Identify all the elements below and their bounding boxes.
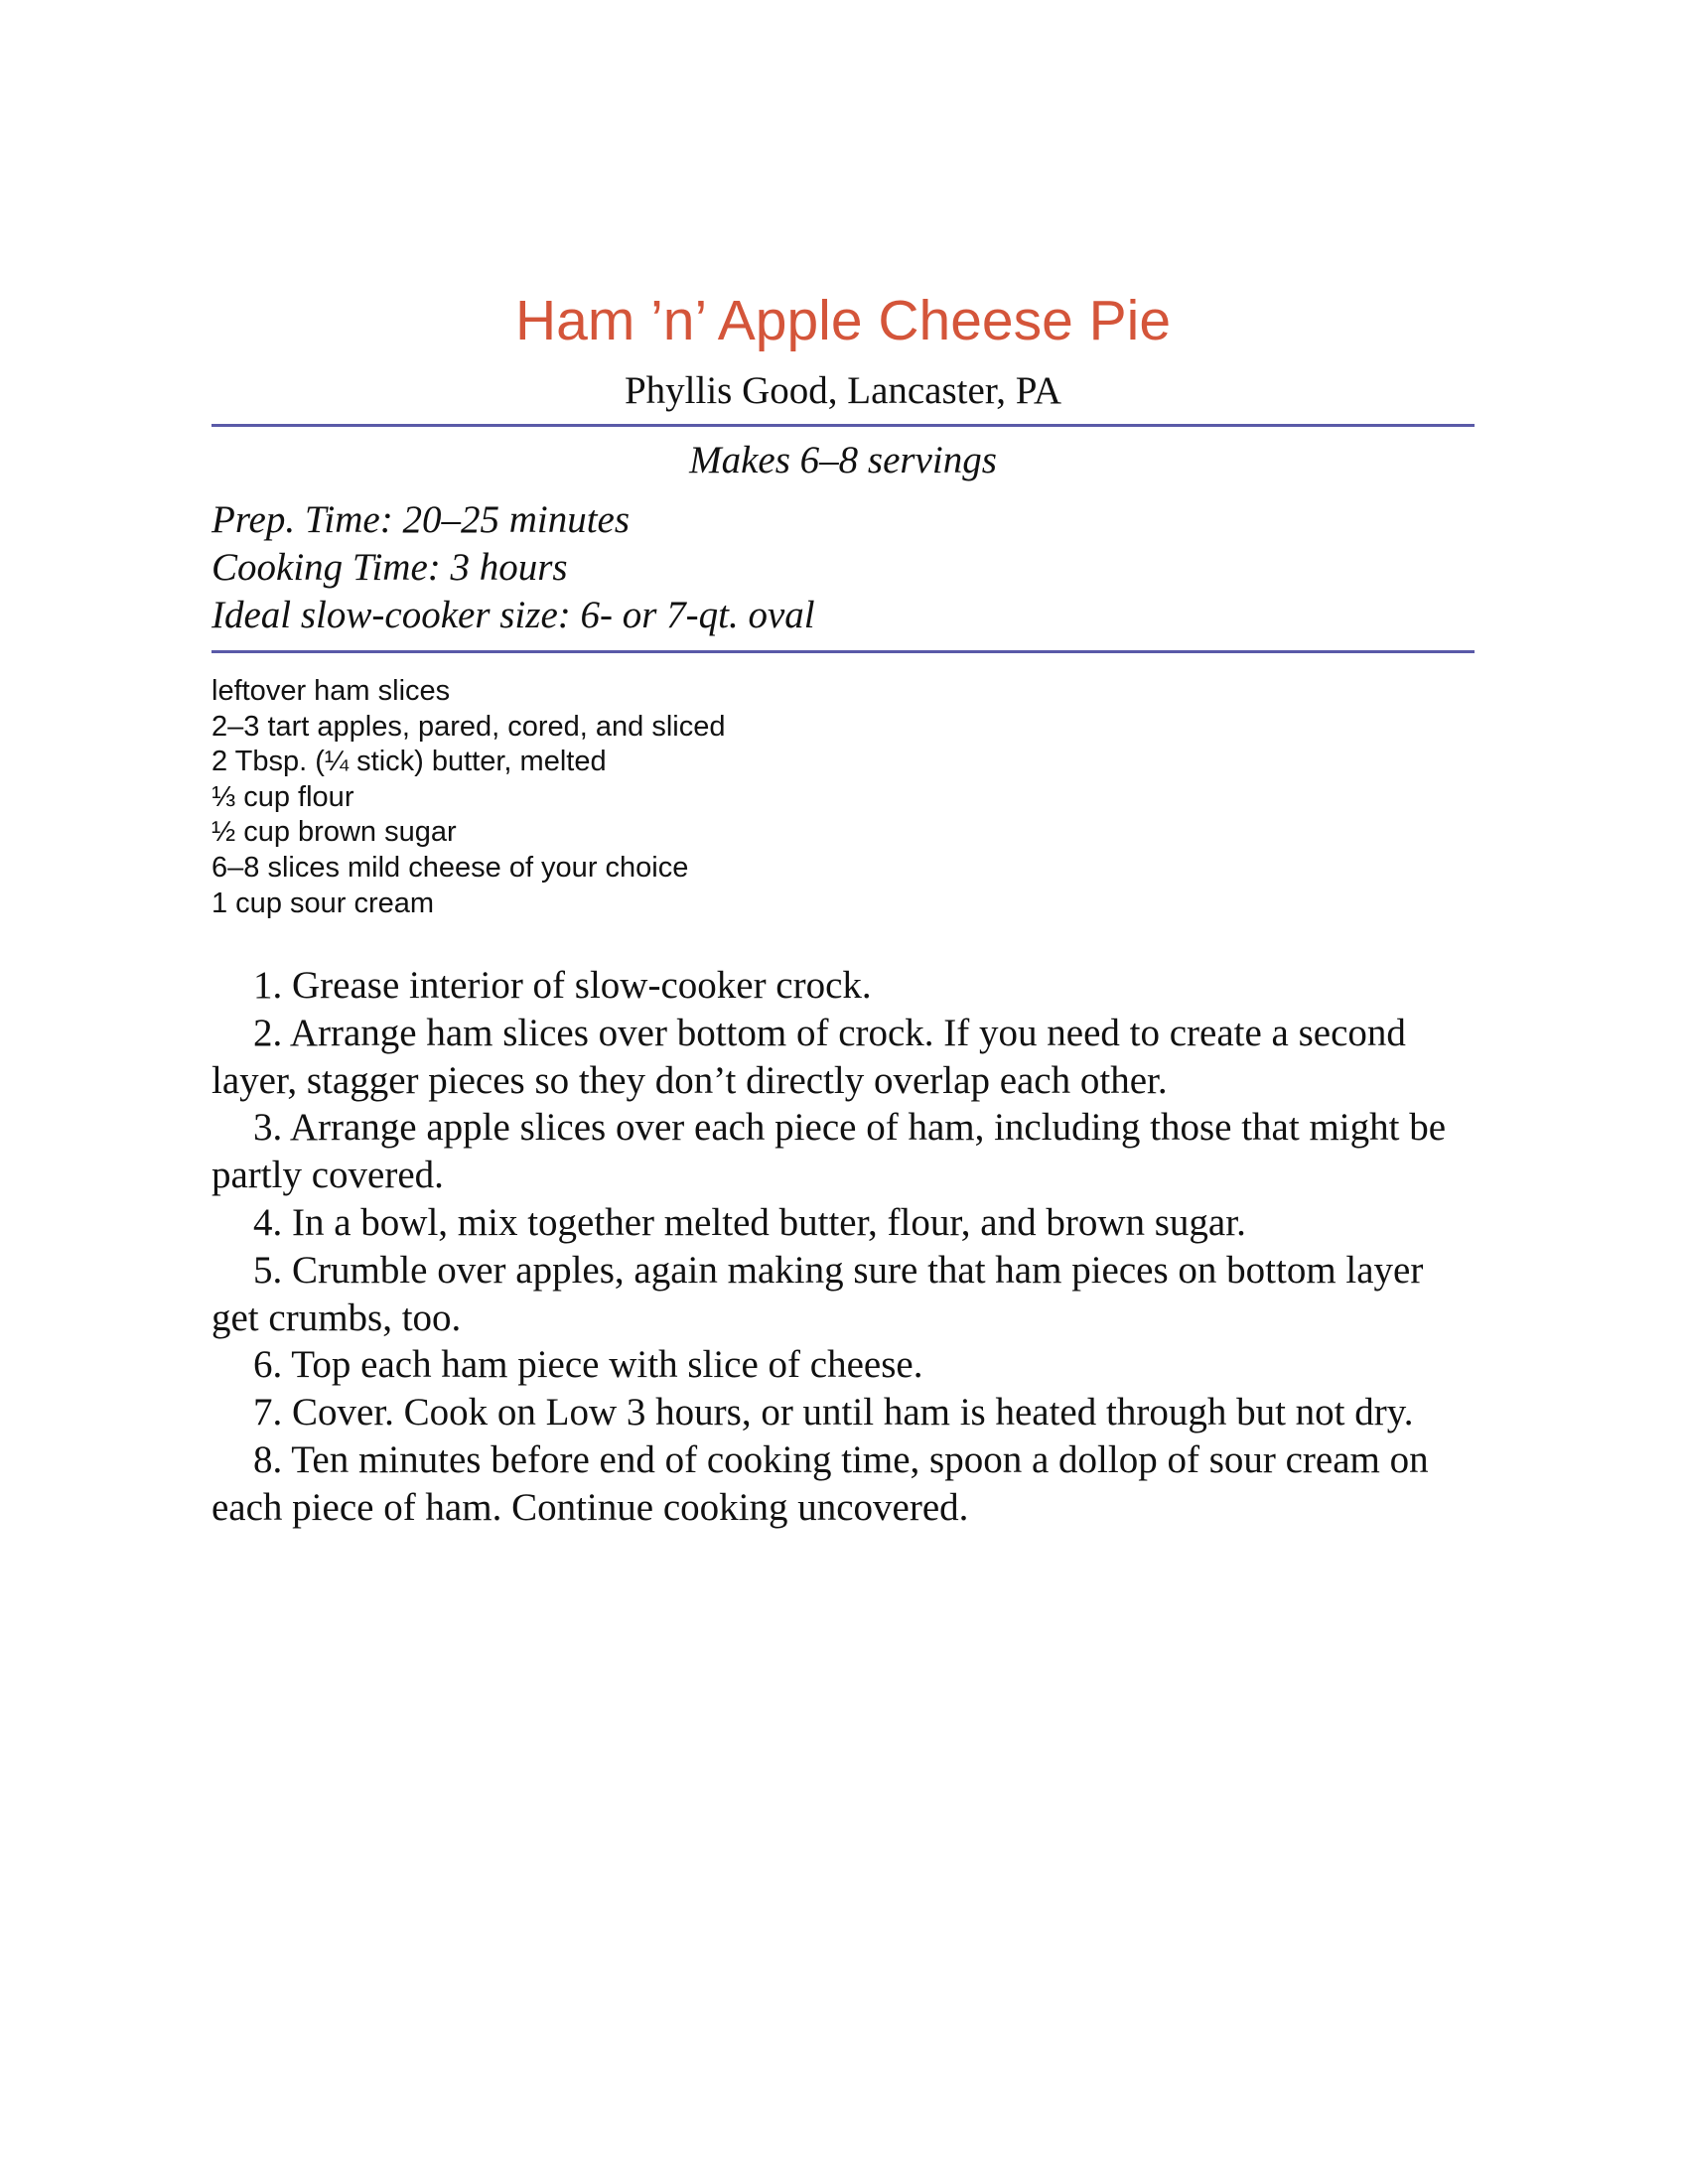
bottom-divider [211, 650, 1475, 653]
recipe-title: Ham ’n’ Apple Cheese Pie [514, 289, 1172, 352]
prep-time: Prep. Time: 20–25 minutes [211, 498, 631, 541]
instruction-step: 1. Grease interior of slow-cooker crock. [253, 964, 872, 1007]
ingredient-list [211, 674, 1475, 921]
ingredient-item: 6–8 slices mild cheese of your choice [211, 851, 689, 884]
instruction-step: 8. Ten minutes before end of cooking time, spoon a dollop of sour cream on each piece of ham. Continue cooking uncovered. [211, 1437, 1429, 1529]
instruction-step: 4. In a bowl, mix together melted butter, flour, and brown sugar. [253, 1200, 1246, 1244]
ingredient-item: 2 Tbsp. (¼ stick) butter, melted [211, 746, 607, 778]
instruction-step: 2. Arrange ham slices over bottom of crock. If you need to create a second layer, stagger pieces so they don’t directly overlap each other. [211, 1011, 1406, 1102]
servings: Makes 6–8 servings [689, 439, 997, 481]
instruction-list [211, 962, 1475, 1532]
ingredient-item: ⅓ cup flour [211, 780, 354, 813]
cooker-size: Ideal slow-cooker size: 6- or 7-qt. oval [211, 594, 815, 636]
recipe-author: Phyllis Good, Lancaster, PA [624, 369, 1062, 412]
instruction-step: 7. Cover. Cook on Low 3 hours, or until ham is heated through but not dry. [253, 1391, 1414, 1434]
ingredient-item: 2–3 tart apples, pared, cored, and sliced [211, 710, 726, 743]
ingredient-item: 1 cup sour cream [211, 887, 435, 919]
instruction-step: 3. Arrange apple slices over each piece of ham, including those that might be partly covered. [211, 1106, 1447, 1197]
recipe-page [211, 0, 1475, 2184]
ingredient-item: ½ cup brown sugar [211, 816, 457, 849]
instruction-step: 6. Top each ham piece with slice of cheese. [253, 1343, 923, 1387]
instruction-step: 5. Crumble over apples, again making sure that ham pieces on bottom layer get crumbs, too. [211, 1248, 1424, 1339]
ingredient-item: leftover ham slices [211, 675, 451, 707]
time-info [211, 496, 1475, 639]
top-divider [211, 424, 1475, 427]
cooking-time: Cooking Time: 3 hours [211, 546, 568, 589]
